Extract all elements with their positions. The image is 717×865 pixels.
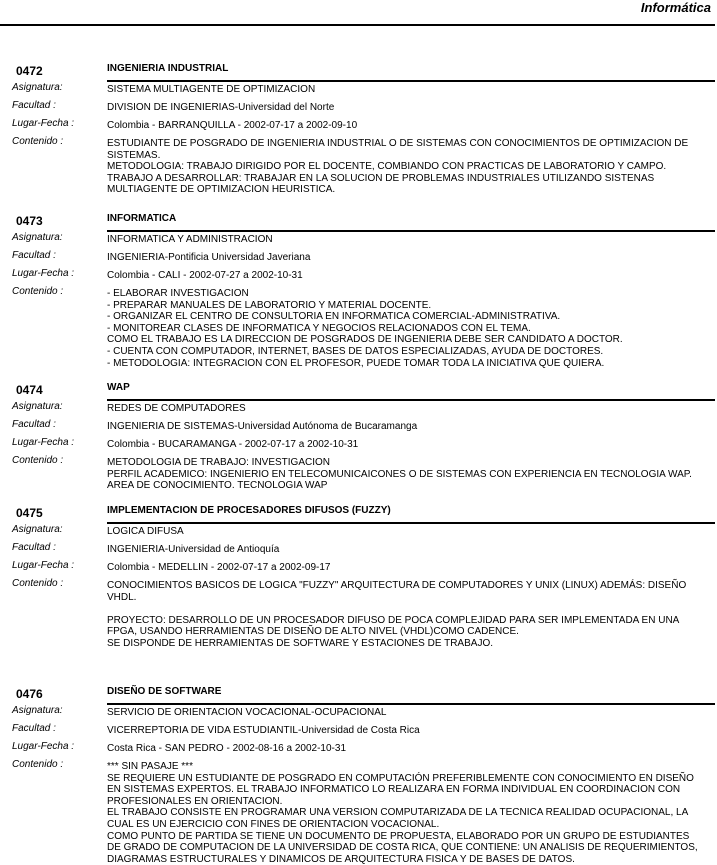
field-label: Contenido : (12, 285, 64, 297)
field-value: VICERREPTORIA DE VIDA ESTUDIANTIL-Universidad de Costa Rica (107, 725, 420, 737)
posting-entry (0, 502, 717, 661)
content-line: - CUENTA CON COMPUTADOR, INTERNET, BASES DE DATOS ESPECIALIZADAS, AYUDA DE DOCTORES. (107, 345, 604, 357)
posting-entry (0, 683, 717, 865)
entry-title: DISEÑO DE SOFTWARE (107, 686, 222, 698)
field-label: Lugar-Fecha : (12, 559, 75, 571)
entry-title: WAP (107, 382, 130, 394)
lugar-fecha-row (0, 560, 717, 578)
content-line: COMO EL TRABAJO ES LA DIRECCION DE POSGRADOS DE INGENIERIA DEBE SER CANDIDATO A DOCTOR. (107, 334, 623, 346)
content-line: COMO PUNTO DE PARTIDA SE TIENE UN DOCUMENTO DE PROPUESTA, ELABORADO POR UN GRUPO DE ESTUDIANTES DE GRADO DE COMPUTACION DE LA UNIVERSIDAD DE COSTA RICA, QUE CONTIENE: UN ANALISIS DE REQUERIMIENTOS, DIAGRAMAS ESTRUCTURALES Y DINAMICOS DE ARQUITECTURA FISICA Y DE BASES DE DATOS. (107, 830, 698, 865)
field-label: Asignatura: (12, 523, 63, 535)
field-label: Facultad : (12, 249, 56, 261)
field-label: Lugar-Fecha : (12, 118, 75, 129)
field-label: Lugar-Fecha : (12, 437, 75, 449)
facultad-row (0, 419, 717, 437)
content-line: - MONITOREAR CLASES DE INFORMATICA Y NEGOCIOS RELACIONADOS CON EL TEMA. (107, 322, 531, 334)
field-value: INFORMATICA Y ADMINISTRACION (107, 233, 273, 245)
asignatura-row (0, 705, 717, 723)
field-value: Colombia - CALI - 2002-07-27 a 2002-10-31 (107, 269, 303, 281)
field-value: SISTEMA MULTIAGENTE DE OPTIMIZACION (107, 84, 316, 95)
category-title: Informática (640, 0, 711, 15)
content-line: EL TRABAJO CONSISTE EN PROGRAMAR UNA VERSION COMPUTARIZADA DE LA TECNICA REALIDAD OCUPACIONAL, LA CUAL ES UN EJERCICIO CON FINES DE ORIENTACION VOCACIONAL. (107, 807, 688, 831)
contenido-row (0, 578, 717, 661)
field-value: INGENIERIA-Universidad de Antioquía (107, 543, 280, 555)
lugar-fecha-row (0, 268, 717, 286)
field-label: Facultad : (12, 723, 56, 735)
facultad-row (0, 723, 717, 741)
contenido-text (107, 761, 703, 865)
contenido-text (107, 138, 703, 196)
field-label: Asignatura: (12, 401, 63, 413)
entry-code: 0473 (16, 213, 43, 228)
content-blank-line (107, 603, 703, 615)
posting-entry (0, 210, 717, 369)
content-line: METODOLOGIA: TRABAJO DIRIGIDO POR EL DOCENTE, COMBIANDO CON PRACTICAS DE LABORATORIO Y CAMPO. (107, 161, 667, 173)
content-line: SE REQUIERE UN ESTUDIANTE DE POSGRADO EN COMPUTACIÓN PREFERIBLEMENTE CON CONOCIMIENTO EN DISEÑO EN SISTEMAS EXPERTOS. EL TRABAJO INFORMATICO LO REALIZARA EN FORMA INDIVIDUAL EN COORDINACION CON PROFESIONALES EN ORIENTACION. (107, 772, 694, 807)
asignatura-row (0, 401, 717, 419)
content-line: SE DISPONDE DE HERRAMIENTAS DE SOFTWARE Y ESTACIONES DE TRABAJO. (107, 637, 493, 649)
field-label: Contenido : (12, 455, 64, 467)
field-label: Facultad : (12, 541, 56, 553)
field-label: Asignatura: (12, 231, 63, 243)
contenido-text (107, 580, 703, 661)
lugar-fecha-row (0, 741, 717, 759)
posting-entry (0, 379, 717, 492)
entry-title: IMPLEMENTACION DE PROCESADORES DIFUSOS (FUZZY) (107, 504, 391, 516)
content-line: AREA DE CONOCIMIENTO. TECNOLOGIA WAP (107, 480, 328, 492)
field-value: REDES DE COMPUTADORES (107, 403, 246, 415)
contenido-text (107, 288, 703, 369)
field-label: Facultad : (12, 100, 56, 111)
field-label: Asignatura: (12, 82, 63, 93)
contenido-row (0, 286, 717, 369)
entry-header (0, 379, 717, 401)
field-value: Costa Rica - SAN PEDRO - 2002-08-16 a 2002-10-31 (107, 743, 347, 755)
content-line: - ELABORAR INVESTIGACION (107, 287, 249, 299)
content-line: METODOLOGIA DE TRABAJO: INVESTIGACION (107, 457, 331, 469)
field-value: Colombia - BARRANQUILLA - 2002-07-17 a 2002-09-10 (107, 120, 358, 131)
field-value: DIVISION DE INGENIERIAS-Universidad del Norte (107, 102, 335, 113)
field-value: Colombia - BUCARAMANGA - 2002-07-17 a 2002-10-31 (107, 439, 359, 451)
contenido-row (0, 759, 717, 865)
entry-header (0, 683, 717, 705)
contenido-row (0, 455, 717, 492)
lugar-fecha-row (0, 437, 717, 455)
content-blank-line (107, 649, 703, 661)
entries-list (0, 60, 717, 865)
entry-code: 0475 (16, 505, 43, 520)
field-value: INGENIERIA-Pontificia Universidad Javeriana (107, 251, 311, 263)
contenido-text (107, 457, 703, 492)
entry-code: 0472 (16, 64, 43, 78)
content-line: *** SIN PASAJE *** (107, 761, 193, 773)
field-label: Contenido : (12, 136, 64, 147)
field-value: LOGICA DIFUSA (107, 525, 184, 537)
entry-header (0, 60, 717, 82)
entry-header (0, 210, 717, 232)
entry-header (0, 502, 717, 524)
contenido-row (0, 136, 717, 196)
content-line: ESTUDIANTE DE POSGRADO DE INGENIERIA INDUSTRIAL O DE SISTEMAS CON CONOCIMIENTOS DE OPTIMIZACION DE SISTEMAS. (107, 138, 689, 161)
content-line: PROYECTO: DESARROLLO DE UN PROCESADOR DIFUSO DE POCA COMPLEJIDAD PARA SER IMPLEMENTADA EN UNA FPGA, USANDO HERRAMIENTAS DE DISEÑO DE ALTO NIVEL (VHDL)COMO CADENCE. (107, 614, 679, 638)
field-label: Contenido : (12, 577, 64, 589)
facultad-row (0, 100, 717, 118)
content-line: - PREPARAR MANUALES DE LABORATORIO Y MATERIAL DOCENTE. (107, 299, 432, 311)
field-label: Facultad : (12, 419, 56, 431)
field-value: Colombia - MEDELLIN - 2002-07-17 a 2002-09-17 (107, 561, 331, 573)
page-header (0, 0, 715, 26)
content-line: PERFIL ACADEMICO: INGENIERIO EN TELECOMUNICAICONES O DE SISTEMAS CON EXPERIENCIA EN TECNOLOGIA WAP. (107, 468, 692, 480)
lugar-fecha-row (0, 118, 717, 136)
entry-code: 0476 (16, 687, 43, 702)
asignatura-row (0, 524, 717, 542)
content-line: - METODOLOGIA: INTEGRACION CON EL PROFESOR, PUEDE TOMAR TODA LA INICIATIVA QUE QUIERA. (107, 357, 605, 369)
content-line: TRABAJO A DESARROLLAR: TRABAJAR EN LA SOLUCION DE PROBLEMAS INDUSTRIALES UTILIZANDO SISTENAS MULTIAGENTE DE OPTIMIZACION HEURISTICA. (107, 172, 655, 196)
field-label: Lugar-Fecha : (12, 741, 75, 753)
facultad-row (0, 542, 717, 560)
field-label: Lugar-Fecha : (12, 267, 75, 279)
field-value: SERVICIO DE ORIENTACION VOCACIONAL-OCUPACIONAL (107, 707, 387, 719)
content-line: - ORGANIZAR EL CENTRO DE CONSULTORIA EN INFORMATICA COMERCIAL-ADMINISTRATIVA. (107, 311, 561, 323)
facultad-row (0, 250, 717, 268)
asignatura-row (0, 232, 717, 250)
content-line: CONOCIMIENTOS BASICOS DE LOGICA "FUZZY" ARQUITECTURA DE COMPUTADORES Y UNIX (LINUX) ADEMÁS: DISEÑO VHDL. (107, 579, 687, 603)
field-label: Asignatura: (12, 705, 63, 717)
field-label: Contenido : (12, 759, 64, 771)
posting-entry (0, 60, 717, 196)
entry-title: INGENIERIA INDUSTRIAL (107, 63, 229, 74)
asignatura-row (0, 82, 717, 100)
entry-code: 0474 (16, 383, 43, 398)
entry-title: INFORMATICA (107, 212, 177, 224)
field-value: INGENIERIA DE SISTEMAS-Universidad Autónoma de Bucaramanga (107, 421, 418, 433)
